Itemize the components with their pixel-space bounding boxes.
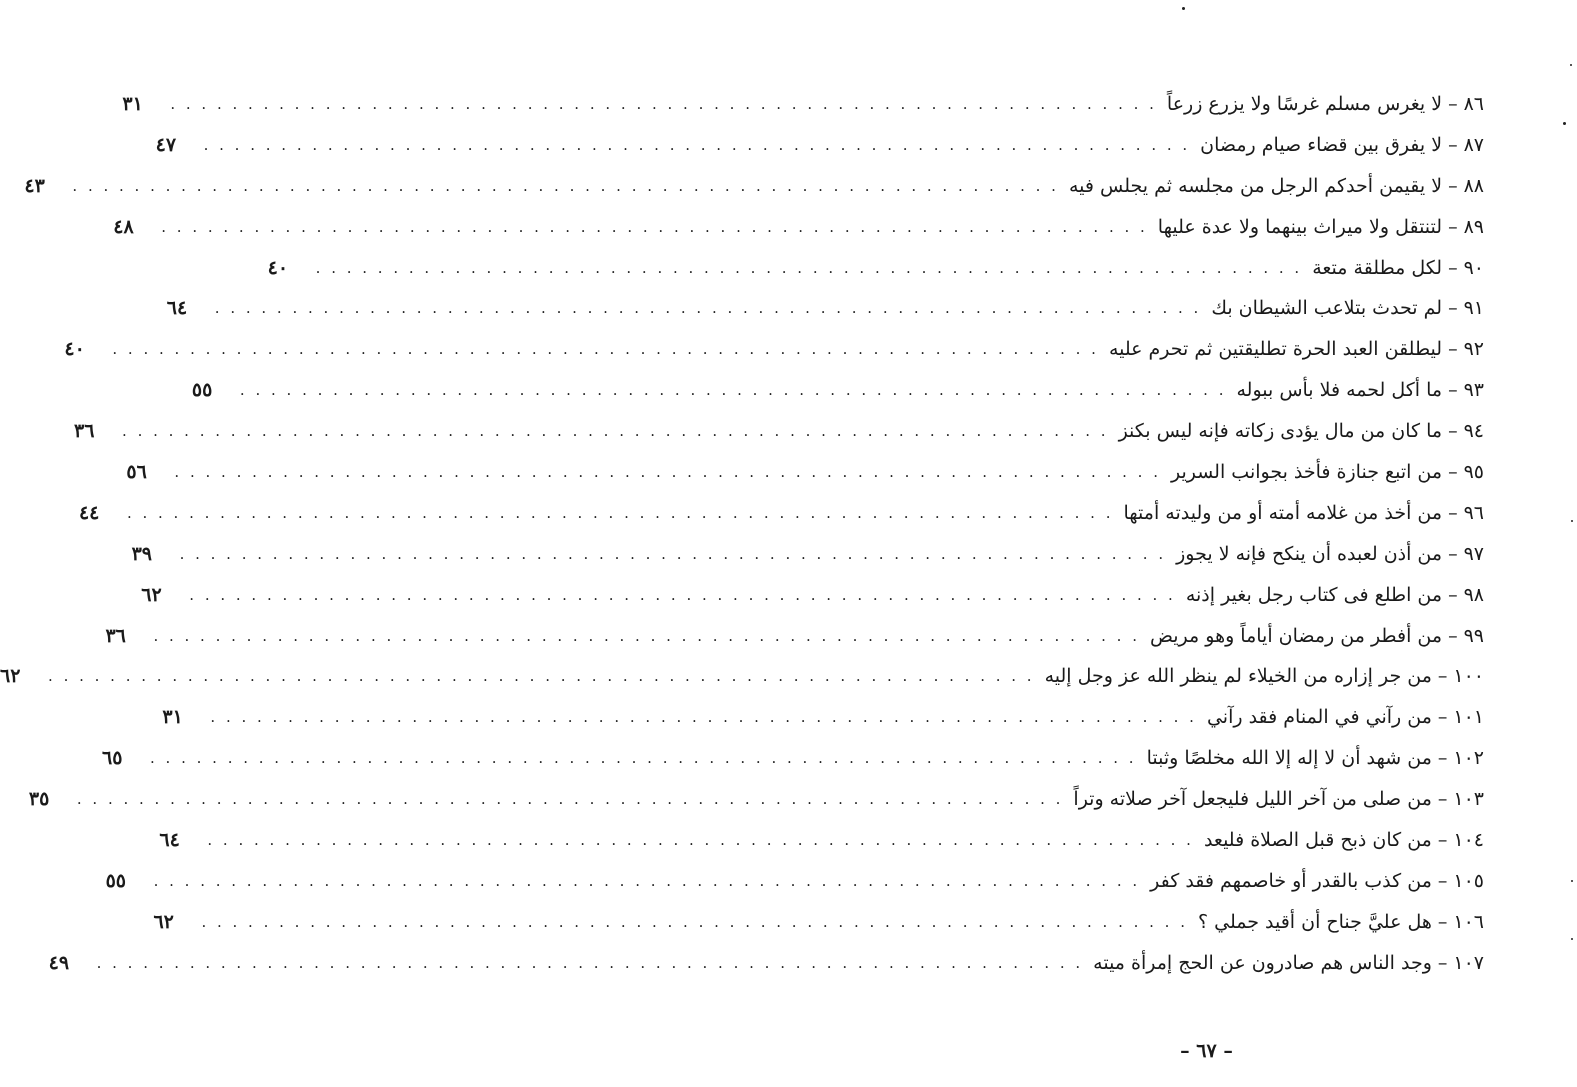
entry-number: ٩٨ — [1463, 583, 1484, 606]
entry-label: من اتبع جنازة فأخذ بجوانب السرير — [1170, 460, 1443, 483]
dot-leader: . . . . . . . . . . . . . . . . . . . . . . . . . . . . . . . . . . . . . . . . . . . . . . . . . . . . . . . . . . . . . . . . — [203, 135, 1191, 154]
entry-page-ref: ٦٢ — [0, 665, 21, 688]
entry-title — [1200, 133, 1484, 156]
index-list — [0, 84, 1484, 984]
dot-leader: . . . . . . . . . . . . . . . . . . . . . . . . . . . . . . . . . . . . . . . . . . . . . . . . . . . . . . . . . . . . . . . . — [153, 871, 1141, 890]
entry-label: لم تحدث بتلاعب الشيطان بك — [1211, 297, 1443, 320]
scan-speck — [1571, 880, 1573, 882]
entry-title — [1157, 215, 1484, 238]
dot-leader: . . . . . . . . . . . . . . . . . . . . . . . . . . . . . . . . . . . . . . . . . . . . . . . . . . . . . . . . . . . . . . . . — [210, 708, 1197, 727]
entry-page-ref: ٤٣ — [24, 174, 45, 197]
dot-leader: . . . . . . . . . . . . . . . . . . . . . . . . . . . . . . . . . . . . . . . . . . . . . . . . . . . . . . . . . . . . . . . . — [161, 217, 1148, 236]
index-entry — [155, 125, 1484, 166]
entry-dash: – — [1437, 747, 1448, 770]
entry-label: من أخذ من غلامه أمته أو من وليدته أمتها — [1123, 501, 1443, 524]
entry-number: ٩٠ — [1463, 256, 1484, 279]
entry-page-ref: ٤٩ — [48, 951, 70, 974]
scan-speck — [1571, 938, 1573, 940]
index-entry — [131, 534, 1484, 575]
entry-page-ref: ٤٧ — [155, 133, 177, 156]
entry-label: ليطلقن العبد الحرة تطليقتين ثم تحرم عليه — [1108, 338, 1443, 361]
index-entry — [105, 861, 1484, 902]
index-entry — [24, 166, 1484, 207]
entry-number: ٩٧ — [1463, 542, 1484, 565]
entry-dash: – — [1448, 583, 1458, 606]
dot-leader: . . . . . . . . . . . . . . . . . . . . . . . . . . . . . . . . . . . . . . . . . . . . . . . . . . . . . . . . . . . . . . . . — [126, 503, 1114, 522]
entry-label: ما أكل لحمه فلا بأس ببوله — [1236, 379, 1443, 402]
entry-dash: – — [1448, 92, 1458, 115]
entry-title — [1093, 951, 1484, 974]
entry-number: ٩٣ — [1463, 379, 1484, 402]
entry-number: ١٠٧ — [1453, 951, 1484, 974]
entry-number: ٨٦ — [1463, 92, 1484, 115]
entry-dash: – — [1448, 542, 1458, 565]
entry-number: ٩٢ — [1463, 338, 1484, 361]
entry-title — [1203, 828, 1484, 851]
page-number: – ٦٧ – — [1180, 1040, 1233, 1062]
entry-label: وجد الناس هم صادرون عن الحج إمرأة ميته — [1093, 951, 1432, 974]
entry-label: من كان ذبح قبل الصلاة فليعد — [1203, 828, 1432, 851]
dot-leader: . . . . . . . . . . . . . . . . . . . . . . . . . . . . . . . . . . . . . . . . . . . . . . . . . . . . . . . . . . . . . . . . — [201, 912, 1188, 931]
entry-dash: – — [1448, 501, 1458, 524]
index-entry — [0, 656, 1484, 697]
entry-dash: – — [1448, 624, 1458, 647]
entry-page-ref: ٤٤ — [78, 501, 100, 524]
index-entry — [267, 248, 1484, 289]
entry-page-ref: ٣٥ — [28, 788, 50, 811]
entry-dash: – — [1448, 460, 1458, 483]
entry-dash: – — [1448, 174, 1458, 197]
entry-title — [1211, 299, 1484, 318]
entry-label: ما كان من مال يؤدى زكاته فإنه ليس بكنز — [1118, 420, 1443, 443]
entry-number: ١٠٦ — [1453, 910, 1484, 933]
index-entry — [153, 902, 1484, 943]
entry-dash: – — [1448, 215, 1458, 238]
entry-title — [1123, 501, 1484, 524]
index-entry — [48, 943, 1484, 984]
dot-leader: . . . . . . . . . . . . . . . . . . . . . . . . . . . . . . . . . . . . . . . . . . . . . . . . . . . . . . . . . . . . . . . . — [189, 585, 1176, 604]
dot-leader: . . . . . . . . . . . . . . . . . . . . . . . . . . . . . . . . . . . . . . . . . . . . . . . . . . . . . . . . . . . . . . . . — [174, 462, 1161, 481]
index-entry — [162, 697, 1484, 738]
dot-leader: . . . . . . . . . . . . . . . . . . . . . . . . . . . . . . . . . . . . . . . . . . . . . . . . . . . . . . . . . . . . . . . . — [112, 340, 1099, 359]
entry-label: من أفطر من رمضان أياماً وهو مريض — [1149, 624, 1443, 647]
entry-title — [1176, 542, 1484, 565]
index-entry — [122, 84, 1484, 125]
scan-speck — [1570, 64, 1572, 66]
index-entry — [191, 370, 1484, 411]
dot-leader: . . . . . . . . . . . . . . . . . . . . . . . . . . . . . . . . . . . . . . . . . . . . . . . . . . . . . . . . . . . . . . . . — [150, 749, 1137, 768]
index-entry — [28, 779, 1484, 820]
entry-dash: – — [1448, 420, 1458, 443]
entry-number: ١٠٤ — [1453, 828, 1484, 851]
entry-label: لتنتقل ولا ميراث بينهما ولا عدة عليها — [1157, 215, 1443, 238]
entry-label: من اطلع فى كتاب رجل بغير إذنه — [1185, 583, 1443, 606]
index-entry — [166, 288, 1484, 329]
entry-number: ٨٨ — [1463, 174, 1484, 197]
entry-label: لا يغرس مسلم غرسًا ولا يزرع زرعاً — [1166, 92, 1443, 115]
entry-label: من جر إزاره من الخيلاء لم ينظر الله عز وجل إليه — [1044, 665, 1432, 688]
entry-dash: – — [1437, 951, 1448, 974]
entry-label: من كذب بالقدر أو خاصمهم فقد كفر — [1150, 869, 1432, 892]
entry-number: ٨٧ — [1463, 133, 1484, 156]
entry-number: ١٠٢ — [1453, 747, 1484, 770]
entry-title — [1119, 422, 1484, 441]
entry-page-ref: ٣٩ — [131, 542, 152, 565]
dot-leader: . . . . . . . . . . . . . . . . . . . . . . . . . . . . . . . . . . . . . . . . . . . . . . . . . . . . . . . . . . . . . . . . — [96, 953, 1084, 972]
entry-page-ref: ٥٥ — [105, 869, 127, 892]
entry-title — [1170, 460, 1484, 483]
entry-title — [1147, 749, 1484, 768]
entry-title — [1236, 381, 1484, 400]
entry-number: ١٠٥ — [1453, 869, 1484, 892]
entry-title — [1207, 708, 1484, 727]
index-entry — [74, 411, 1484, 452]
entry-page-ref: ٤٨ — [113, 215, 134, 238]
entry-page-ref: ٣٦ — [105, 624, 126, 647]
entry-title — [1150, 869, 1484, 892]
entry-label: من أذن لعبده أن ينكح فإنه لا يجوز — [1176, 542, 1443, 565]
entry-dash: – — [1448, 379, 1458, 402]
entry-dash: – — [1448, 338, 1458, 361]
entry-title — [1166, 92, 1484, 115]
dot-leader: . . . . . . . . . . . . . . . . . . . . . . . . . . . . . . . . . . . . . . . . . . . . . . . . . . . . . . . . . . . . . . . . — [76, 790, 1064, 809]
entry-title — [1312, 256, 1484, 279]
entry-dash: – — [1448, 297, 1458, 320]
entry-page-ref: ٦٤ — [159, 828, 180, 851]
dot-leader: . . . . . . . . . . . . . . . . . . . . . . . . . . . . . . . . . . . . . . . . . . . . . . . . . . . . . . . . . . . . . . . . — [207, 830, 1194, 849]
dot-leader: . . . . . . . . . . . . . . . . . . . . . . . . . . . . . . . . . . . . . . . . . . . . . . . . . . . . . . . . . . . . . . . . — [153, 626, 1140, 645]
dot-leader: . . . . . . . . . . . . . . . . . . . . . . . . . . . . . . . . . . . . . . . . . . . . . . . . . . . . . . . . . . . . . . . . — [170, 94, 1157, 113]
entry-label: هل عليَّ جناح أن أقيد جملي ؟ — [1197, 910, 1432, 933]
entry-page-ref: ٣١ — [122, 92, 143, 115]
dot-leader: . . . . . . . . . . . . . . . . . . . . . . . . . . . . . . . . . . . . . . . . . . . . . . . . . . . . . . . . . . . . . . . . — [315, 258, 1303, 277]
entry-number: ٩٥ — [1463, 460, 1484, 483]
entry-number: ٩٤ — [1463, 420, 1484, 443]
scan-speck — [1563, 122, 1566, 125]
entry-number: ٨٩ — [1463, 215, 1484, 238]
index-entry — [126, 452, 1484, 493]
entry-label: من رآني في المنام فقد رآني — [1206, 706, 1432, 729]
entry-dash: – — [1448, 256, 1458, 279]
entry-page-ref: ٣٦ — [74, 420, 95, 443]
index-entry — [159, 820, 1484, 861]
index-entry — [113, 207, 1484, 248]
entry-dash: – — [1437, 788, 1448, 811]
entry-page-ref: ٥٥ — [191, 379, 213, 402]
entry-number: ١٠١ — [1453, 706, 1484, 729]
entry-label: لا يفرق بين قضاء صيام رمضان — [1200, 133, 1443, 156]
dot-leader: . . . . . . . . . . . . . . . . . . . . . . . . . . . . . . . . . . . . . . . . . . . . . . . . . . . . . . . . . . . . . . . . — [239, 381, 1227, 400]
entry-number: ١٠٠ — [1453, 665, 1484, 688]
entry-title — [1073, 790, 1484, 809]
entry-title — [1185, 583, 1484, 606]
entry-page-ref: ٦٢ — [153, 910, 174, 933]
entry-page-ref: ٣١ — [162, 706, 183, 729]
dot-leader: . . . . . . . . . . . . . . . . . . . . . . . . . . . . . . . . . . . . . . . . . . . . . . . . . . . . . . . . . . . . . . . . — [179, 544, 1167, 563]
entry-dash: – — [1437, 665, 1448, 688]
dot-leader: . . . . . . . . . . . . . . . . . . . . . . . . . . . . . . . . . . . . . . . . . . . . . . . . . . . . . . . . . . . . . . . . — [72, 176, 1059, 195]
dot-leader: . . . . . . . . . . . . . . . . . . . . . . . . . . . . . . . . . . . . . . . . . . . . . . . . . . . . . . . . . . . . . . . . — [214, 299, 1202, 318]
entry-page-ref: ٤٠ — [64, 338, 85, 361]
index-entry — [102, 738, 1484, 779]
entry-dash: – — [1437, 706, 1448, 729]
dot-leader: . . . . . . . . . . . . . . . . . . . . . . . . . . . . . . . . . . . . . . . . . . . . . . . . . . . . . . . . . . . . . . . . — [122, 422, 1109, 441]
dot-leader: . . . . . . . . . . . . . . . . . . . . . . . . . . . . . . . . . . . . . . . . . . . . . . . . . . . . . . . . . . . . . . . . — [48, 667, 1035, 686]
index-entry — [141, 575, 1484, 616]
index-entry — [105, 616, 1484, 657]
entry-title — [1149, 624, 1484, 647]
entry-page-ref: ٦٥ — [102, 747, 123, 770]
entry-title — [1068, 174, 1484, 197]
entry-page-ref: ٥٦ — [126, 460, 147, 483]
entry-number: ٩٦ — [1463, 501, 1484, 524]
index-entry — [78, 493, 1484, 534]
scan-speck — [1182, 7, 1185, 10]
entry-dash: – — [1437, 869, 1448, 892]
entry-page-ref: ٦٢ — [141, 583, 162, 606]
entry-dash: – — [1448, 133, 1458, 156]
entry-title — [1045, 667, 1484, 686]
entry-label: من شهد أن لا إله إلا الله مخلصًا وثبتا — [1146, 747, 1432, 770]
entry-label: لكل مطلقة متعة — [1312, 256, 1443, 279]
entry-dash: – — [1437, 910, 1448, 933]
entry-label: لا يقيمن أحدكم الرجل من مجلسه ثم يجلس فيه — [1068, 174, 1443, 197]
entry-number: ١٠٣ — [1453, 788, 1484, 811]
entry-title — [1109, 340, 1484, 359]
index-entry — [64, 329, 1484, 370]
entry-page-ref: ٦٤ — [166, 297, 188, 320]
entry-dash: – — [1437, 828, 1448, 851]
scan-speck — [1571, 520, 1573, 522]
entry-label: من صلى من آخر الليل فليجعل آخر صلاته وتراً — [1073, 788, 1432, 811]
entry-title — [1197, 910, 1484, 933]
entry-number: ٩١ — [1463, 297, 1484, 320]
entry-number: ٩٩ — [1463, 624, 1484, 647]
entry-page-ref: ٤٠ — [267, 256, 289, 279]
